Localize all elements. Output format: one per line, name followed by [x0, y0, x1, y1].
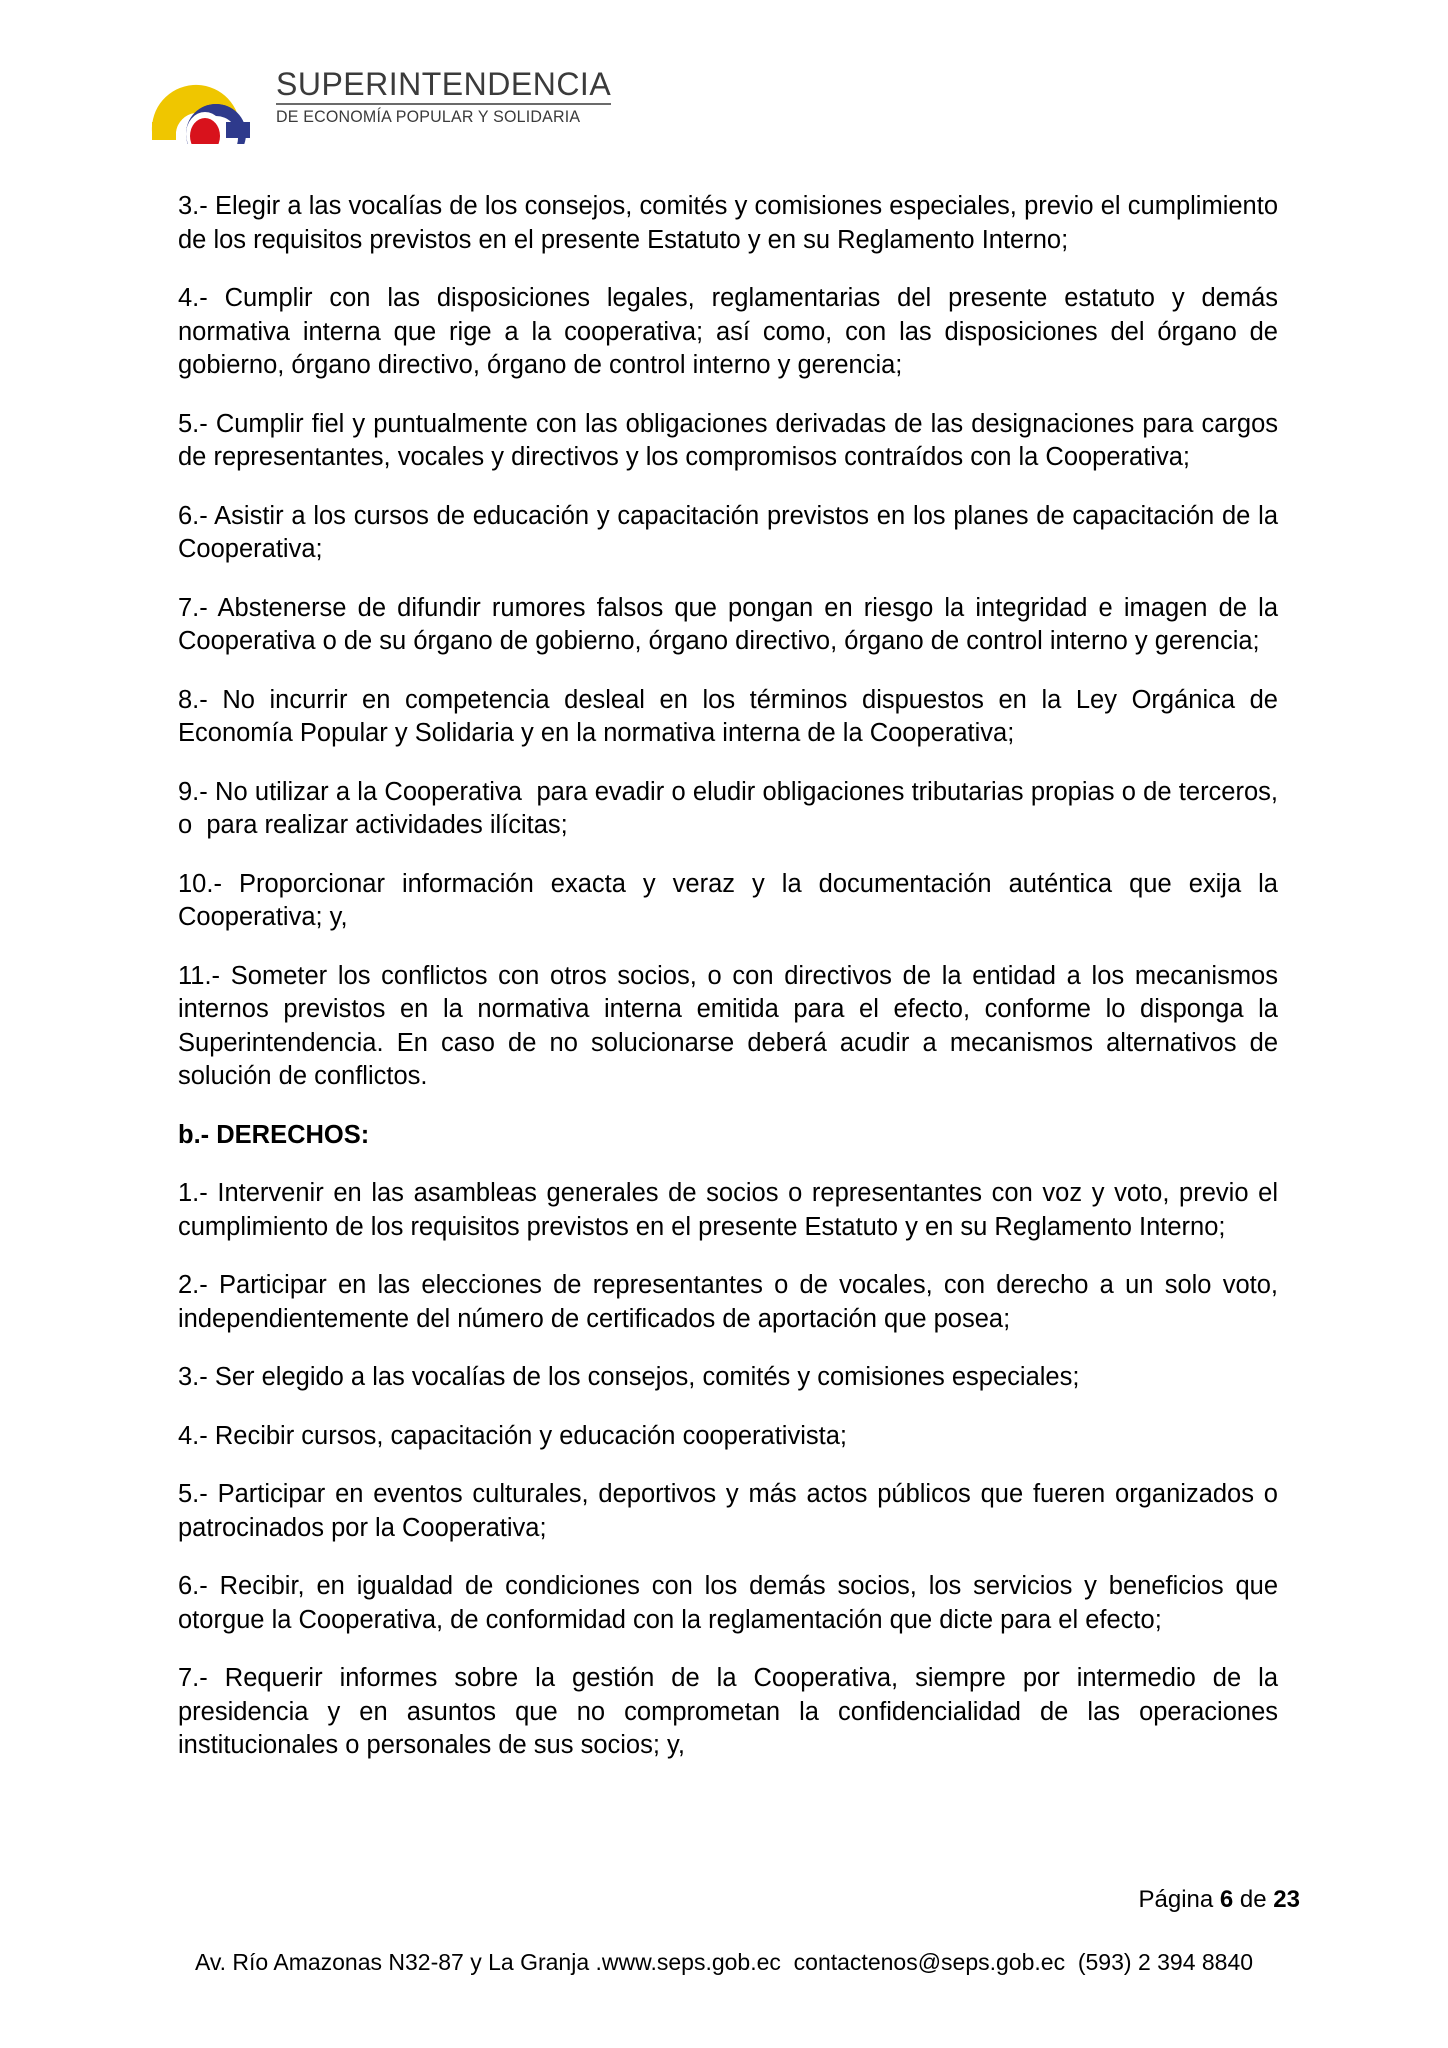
logo-subtitle: DE ECONOMÍA POPULAR Y SOLIDARIA	[276, 108, 581, 126]
seps-emblem-icon	[148, 52, 266, 144]
emblem-yellow-block	[152, 122, 176, 140]
document-header	[148, 52, 611, 144]
page-number-label: Página	[1138, 1886, 1214, 1913]
body-paragraph: 7.- Abstenerse de difundir rumores falsos que pongan en riesgo la integridad e imagen de la Cooperativa o de su órgano de gobierno, órgano directivo, órgano de control interno y gerencia;	[178, 593, 1286, 655]
body-paragraph: 8.- No incurrir en competencia desleal en los términos dispuestos en la Ley Orgánica de Economía Popular y Solidaria y en la normativa interna de la Cooperativa;	[178, 685, 1286, 747]
logo-wordmark	[276, 52, 611, 126]
body-paragraph: 9.- No utilizar a la Cooperativa para evadir o eludir obligaciones tributarias propias o de terceros, o para realizar actividades ilícitas;	[178, 777, 1286, 839]
body-paragraph: 11.- Someter los conflictos con otros socios, o con directivos de la entidad a los mecanismos internos previstos en la normativa interna emitida para el efecto, conforme lo disponga la Superintendencia. En caso de no solucionarse deberá acudir a mecanismos alternativos de solución de conflictos.	[178, 961, 1286, 1090]
footer-address: Av. Río Amazonas N32-87 y La Granja .www.seps.gob.ec contactenos@seps.gob.ec (593) 2 394 8840	[194, 1949, 1254, 1975]
emblem-blue-block	[226, 122, 250, 138]
body-paragraph: 2.- Participar en las elecciones de representantes o de vocales, con derecho a un solo voto, independientemente del número de certificados de aportación que posea;	[178, 1271, 1286, 1333]
page-number-total: 23	[1273, 1886, 1300, 1913]
body-paragraph: 3.- Ser elegido a las vocalías de los consejos, comités y comisiones especiales;	[178, 1363, 1080, 1391]
body-paragraph: 7.- Requerir informes sobre la gestión de la Cooperativa, siempre por intermedio de la presidencia y en asuntos que no comprometan la confidencialidad de las operaciones institucionales o personales de sus socios; y,	[178, 1664, 1286, 1759]
seps-emblem-svg	[148, 52, 266, 144]
body-paragraph: 10.- Proporcionar información exacta y veraz y la documentación auténtica que exija la Cooperativa; y,	[178, 869, 1286, 931]
section-heading-derechos: b.- DERECHOS:	[178, 1120, 370, 1149]
body-paragraph: 5.- Participar en eventos culturales, deportivos y más actos públicos que fueren organizados o patrocinados por la Cooperativa;	[178, 1480, 1286, 1542]
body-paragraph: 4.- Recibir cursos, capacitación y educación cooperativista;	[178, 1421, 847, 1450]
body-paragraph: 6.- Asistir a los cursos de educación y capacitación previstos en los planes de capacitación de la Cooperativa;	[178, 501, 1286, 563]
logo-title: SUPERINTENDENCIA	[276, 68, 611, 105]
page-number	[1138, 1885, 1300, 1915]
body-paragraph: 6.- Recibir, en igualdad de condiciones con los demás socios, los servicios y beneficios que otorgue la Cooperativa, de conformidad con la reglamentación que dicte para el efecto;	[178, 1572, 1286, 1634]
body-paragraph: 3.- Elegir a las vocalías de los consejos, comités y comisiones especiales, previo el cumplimiento de los requisitos previstos en el presente Estatuto y en su Reglamento Interno;	[178, 192, 1286, 254]
page-number-current: 6	[1219, 1886, 1234, 1913]
body-paragraph: 5.- Cumplir fiel y puntualmente con las obligaciones derivadas de las designaciones para cargos de representantes, vocales y directivos y los compromisos contraídos con la Cooperativa;	[178, 409, 1286, 471]
page-number-of: de	[1239, 1886, 1267, 1913]
body-paragraph: 1.- Intervenir en las asambleas generales de socios o representantes con voz y voto, previo el cumplimiento de los requisitos previstos en el presente Estatuto y en su Reglamento Interno;	[178, 1179, 1286, 1241]
body-paragraph: 4.- Cumplir con las disposiciones legales, reglamentarias del presente estatuto y demás normativa interna que rige a la cooperativa; así como, con las disposiciones del órgano de gobierno, órgano directivo, órgano de control interno y gerencia;	[178, 284, 1286, 379]
document-body	[178, 190, 1286, 1763]
